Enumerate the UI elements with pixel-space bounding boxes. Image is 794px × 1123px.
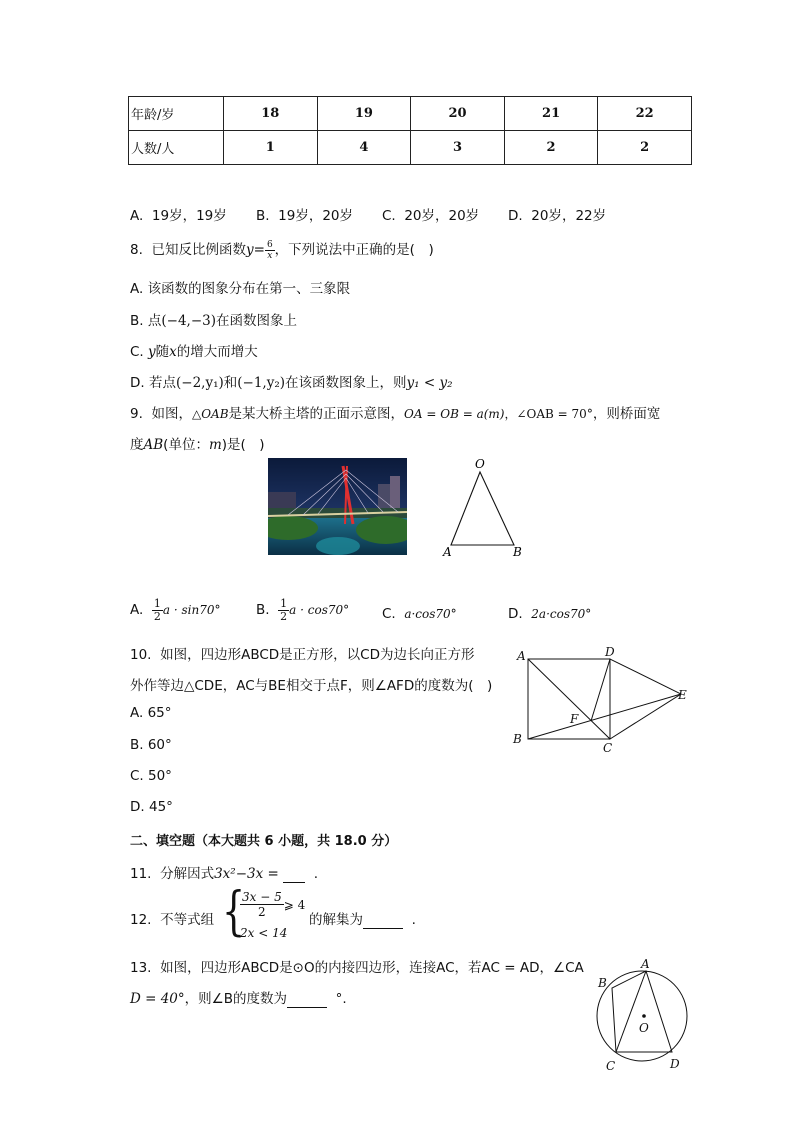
age-count-table (128, 96, 692, 165)
section-heading: 二、填空题（本大题共 6 小题，共 18.0 分） (130, 834, 398, 849)
bridge-night-photo (268, 458, 407, 555)
q8-stem: 8. 已知反比例函数y= $\frac{6}{x}$ ，下列说法中正确的是( ) (130, 239, 434, 261)
q10-stem-line2: 外作等边△CDE，AC与BE相交于点F，则∠AFD的度数为( ) (130, 678, 493, 694)
table-cell: 22 (598, 97, 692, 131)
triangle-oab-diagram (440, 456, 530, 562)
q8-option-a: A. 该函数的图象分布在第一、三象限 (130, 281, 351, 297)
q10-option-d: D. 45° (130, 799, 173, 815)
table-cell: 20 (411, 97, 505, 131)
label-c: C (603, 741, 613, 755)
table-row (129, 97, 692, 131)
q8-fraction: $\frac{6}{x}$ (266, 239, 273, 261)
label-a: A (517, 649, 526, 663)
q8-option-c: C. y随x的增大而增大 (130, 344, 258, 360)
label-a: A (443, 545, 452, 559)
q9-option-a: A. $\frac{1}{2}$ a · sin70° (130, 597, 221, 623)
q12-stem-pre: 12. 不等式组 (130, 912, 215, 928)
q9-stem-line2: 度AB(单位：m)是( ) (130, 437, 265, 453)
table-cell: 4 (317, 131, 411, 165)
q12-stem-post: 的解集为 . (309, 912, 416, 928)
q13-stem-line1: 13. 如图，四边形ABCD是⊙O的内接四边形，连接AC，若AC = AD，∠CA (130, 960, 584, 976)
label-b: B (513, 545, 522, 559)
center-point (642, 1014, 646, 1018)
label-o: O (475, 457, 485, 471)
label-d: D (605, 645, 615, 659)
q11-stem: 11. 分解因式3x²−3x = . (130, 866, 318, 882)
table-cell: 人数/人 (129, 131, 224, 165)
q7-option-b: B. 19岁，20岁 (256, 208, 354, 224)
table-cell: 3 (411, 131, 505, 165)
q13-stem-line2: D = 40°，则∠B的度数为 °. (130, 991, 347, 1007)
label-o: O (639, 1021, 649, 1035)
q10-stem-line1: 10. 如图，四边形ABCD是正方形，以CD为边长向正方形 (130, 647, 475, 663)
label-e: E (678, 688, 687, 702)
q10-option-c: C. 50° (130, 768, 172, 784)
label-d: D (670, 1057, 680, 1071)
table-row (129, 131, 692, 165)
label-c: C (606, 1059, 616, 1073)
q9-option-d: D. 2a·cos70° (508, 606, 592, 622)
q10-option-b: B. 60° (130, 737, 172, 753)
square-triangle-diagram (508, 642, 694, 758)
label-b: B (598, 976, 607, 990)
q7-option-a: A. 19岁，19岁 (130, 208, 227, 224)
table-cell: 2 (598, 131, 692, 165)
inscribed-quadrilateral-diagram (590, 952, 690, 1074)
q7-option-c: C. 20岁，20岁 (382, 208, 480, 224)
table-cell: 1 (224, 131, 318, 165)
q12-ineq2: 2x < 14 (240, 926, 288, 940)
left-brace-icon: { (222, 882, 246, 942)
label-a: A (641, 957, 650, 971)
table-cell: 年龄/岁 (129, 97, 224, 131)
label-b: B (513, 732, 522, 746)
table-cell: 19 (317, 97, 411, 131)
label-f: F (570, 712, 579, 726)
table-cell: 18 (224, 97, 318, 131)
q9-option-b: B. $\frac{1}{2}$ a · cos70° (256, 597, 350, 623)
q9-option-c: C. a·cos70° (382, 606, 457, 622)
q8-option-b: B. 点(−4,−3)在函数图象上 (130, 313, 297, 329)
table-cell: 2 (504, 131, 598, 165)
q8-option-d: D. 若点(−2,y₁)和(−1,y₂)在该函数图象上，则y₁ < y₂ (130, 375, 453, 391)
q10-option-a: A. 65° (130, 705, 172, 721)
table-cell: 21 (504, 97, 598, 131)
q12-ineq1: $\frac{3x - 5}{2}$ ⩾ 4 (242, 890, 306, 919)
q9-stem-line1: 9. 如图，△OAB是某大桥主塔的正面示意图，OA = OB = a(m)，∠OAB = 70°，则桥面宽 (130, 406, 661, 422)
q7-option-d: D. 20岁，22岁 (508, 208, 607, 224)
